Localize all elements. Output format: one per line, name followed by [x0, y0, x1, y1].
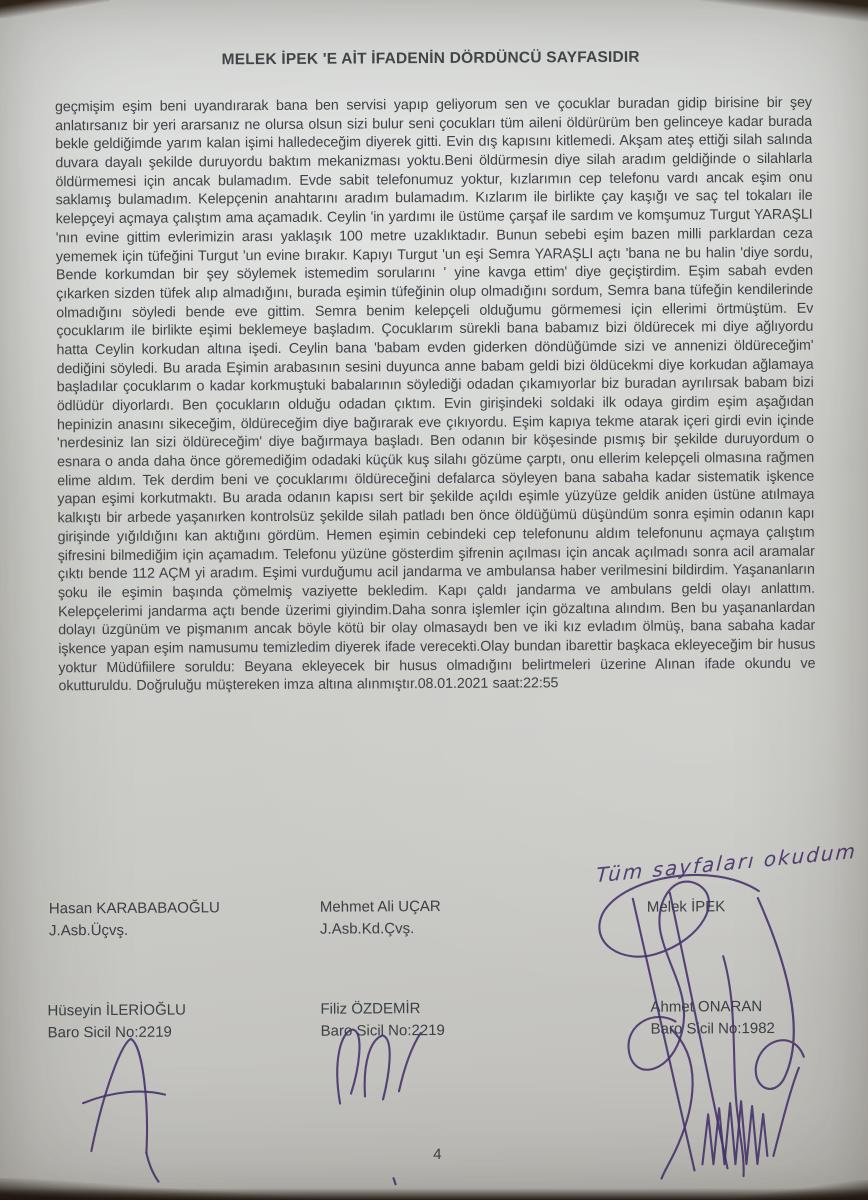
signer-block-filiz — [320, 998, 444, 1042]
signer-name: Hüseyin İLERİOĞLU — [47, 1001, 186, 1020]
photo-edge-shadow-bottom — [0, 1185, 868, 1200]
signer-block-hasan — [49, 897, 220, 941]
signer-block-mehmet — [320, 896, 441, 940]
page-number: 4 — [433, 1145, 442, 1164]
signer-rank: J.Asb.Üçvş. — [48, 921, 129, 939]
statement-body-text: geçmişim eşim beni uyandırarak bana ben servisi yapıp geliyorum sen ve çocuklar buradan gidip birisine bir şey anlatırsanız bir yeri ararsanız ne olursa olsun sizi bulur seni çocukları tüm aileni öldürürüm ben gelinceye kadar burada bekle geldiğimde yarım kalan işimi halledeceğim diyerek gitti. Evin dış kapısını kitlemedi. Akşam ateş ettiği silah salında duvara dayalı şekilde duruyordu baktım mekanizması yoktu.Beni öldürmesin diye silah aradım geldiğinde o silahlarla öldürmemesi için ancak bulamadım. Evde sabit telefonumuz yoktur, kızlarımın cep telefonu vardı ancak eşim onu saklamış bulamadım. Kelepçenin anahtarını aradım bulamadım. Kızlarım ile birlikte çay kaşığı ve saç tel tokaları ile kelepçeyi açmaya çalıştım ama açamadık. Ceylin 'in yardımı ile üstüme çarşaf ile sardım ve komşumuz Turgut YARAŞLI 'nın evine gittim evlerimizin arası yaklaşık 100 metre uzaklıktadır. Bunun sebebi eşim bazen milli parklardan ceza yememek için tüfeğini Turgut 'un evine bırakır. Kapıyı Turgut 'un eşi Semra YARAŞLI açtı 'bana ne bu halin 'diye sordu, Bende korkumdan bir şey söylemek istemedim sorularını ' yine kavga ettim' diye geçiştirdim. Eşim sabah evden çıkarken sizden tüfek alıp almadığını, burada eşimin tüfeğinin olup olmadığını sordum, Semra bana tüfeğin kendilerinde olmadığını söyledi bende eve gittim. Semra benim kelepçeli olduğumu görmemesi için ellerimi örtmüştüm. Ev çocuklarım ile birlikte eşimi beklemeye başladım. Çocuklarım sürekli bana babamız bizi öldürecek mi diye ağlıyordu hatta Ceylin korkudan altına işedi. Ceylin bana 'babam evden giderken döndüğümde sizi ve annenizi öldüreceğim' dediğini söyledi. Bu arada Eşimin arabasının sesini duyunca anne babam geldi bizi öldücekmi diye korkudan ağlamaya başladılar çocuklarım o kadar korkmuştuki babalarının söylediği odadan çıkamıyorlar biz buradan ayrılırsak babam bizi ödlüdür diyorlardı. Ben çocukların olduğu odadan çıktım. Evin girişindeki soldaki ilk odaya girdim eşim aşağıdan hepinizin anasını sikeceğim, öldüreceğim diye bağırarak eve çıkıyordu. Eşim kapıya tekme atarak içeri girdi evin içinde 'nerdesiniz lan sizi öldüreceğim' diye bağırmaya başladı. Ben odanın bir köşesinde pısmış bir şekilde duruyordum o esnara o anda daha önce göremediğim odadaki küçük kuş silahı gözüme çarptı, onu ellerim kelepçeli olmasına rağmen elime aldım. Tek derdim beni ve çocuklarımı öldüreceğini defalarca söyleyen bana sabaha kadar sistematik işkence yapan eşimi korkutmaktı. Bu arada odanın kapısı sert bir şekilde açıldı eşimle yüzyüze geldik aniden üstüne atılmaya kalkıştı bir arbede yaşanırken kontrolsüz şekilde silah patladı ben önce öldüğümü düşündüm sonra eşimin odanın kapı girişinde yığıldığını kan aktığını gördüm. Hemen eşimin cebindeki cep telefonunu aldım telefonunu açmaya çalıştım şifresini bilmediğim için açamadım. Telefonu yüzüne gösterdim şifrenin açılması için ancak açılmadı sonra acil aramalar çıktı bende 112 AÇM yi aradım. Eşimi vurduğumu acil jandarma ve ambulansa haber verilmesini bildirdim. Yaşananların şoku ile eşimin başında çömelmiş vaziyette bekledim. Kapı çaldı jandarma ve ambulans geldi olayı anlattım. Kelepçelerimi jandarma açtı bende üzerimi giyindim.Daha sonra işlemler için gözaltına alındım. Ben bu yaşananlardan dolayı üzgünüm ve pişmanım ancak böyle kötü bir olay olmasaydı ben ve iki kız evladım ölmüş, bana sabaha kadar işkence yapan eşim namusumu temizledim diyerek ifade verecekti.Olay bundan ibarettir başkaca ekleyeceğim bir husus yoktur Müdüfiilere soruldu: Beyana ekleyecek bir husus olmadığını belirtmeleri üzerine Alınan ifade okundu ve okutturuldu. Doğruluğu müştereken imza altına alınmıştır.08.01.2021 saat:22:55 — [54, 94, 816, 695]
signer-name: Filiz ÖZDEMİR — [320, 1000, 421, 1018]
signer-bar-no: Baro Sicil No:2219 — [47, 1023, 172, 1041]
signer-name: Melek İPEK — [646, 898, 726, 916]
signer-block-huseyin — [47, 1000, 186, 1044]
signer-name: Hasan KARABABAOĞLU — [48, 899, 220, 918]
signer-block-melek — [647, 896, 726, 918]
signer-rank: J.Asb.Kd.Çvş. — [319, 919, 415, 938]
signer-name: Mehmet Ali UÇAR — [319, 897, 441, 916]
signer-name: Ahmet ONARAN — [650, 998, 763, 1016]
page-title: MELEK İPEK 'E AİT İFADENİN DÖRDÜNCÜ SAYFASIDIR — [221, 48, 640, 69]
signer-block-ahmet — [650, 996, 774, 1040]
signer-bar-no: Baro Sicil No:2219 — [320, 1021, 445, 1040]
photo-corner-shadow-top-left — [0, 0, 110, 18]
signer-bar-no: Baro Sicil No:1982 — [650, 1019, 775, 1038]
photo-corner-shadow-top-right — [698, 0, 868, 22]
handwritten-note: Tüm sayfaları okudum — [595, 838, 858, 888]
